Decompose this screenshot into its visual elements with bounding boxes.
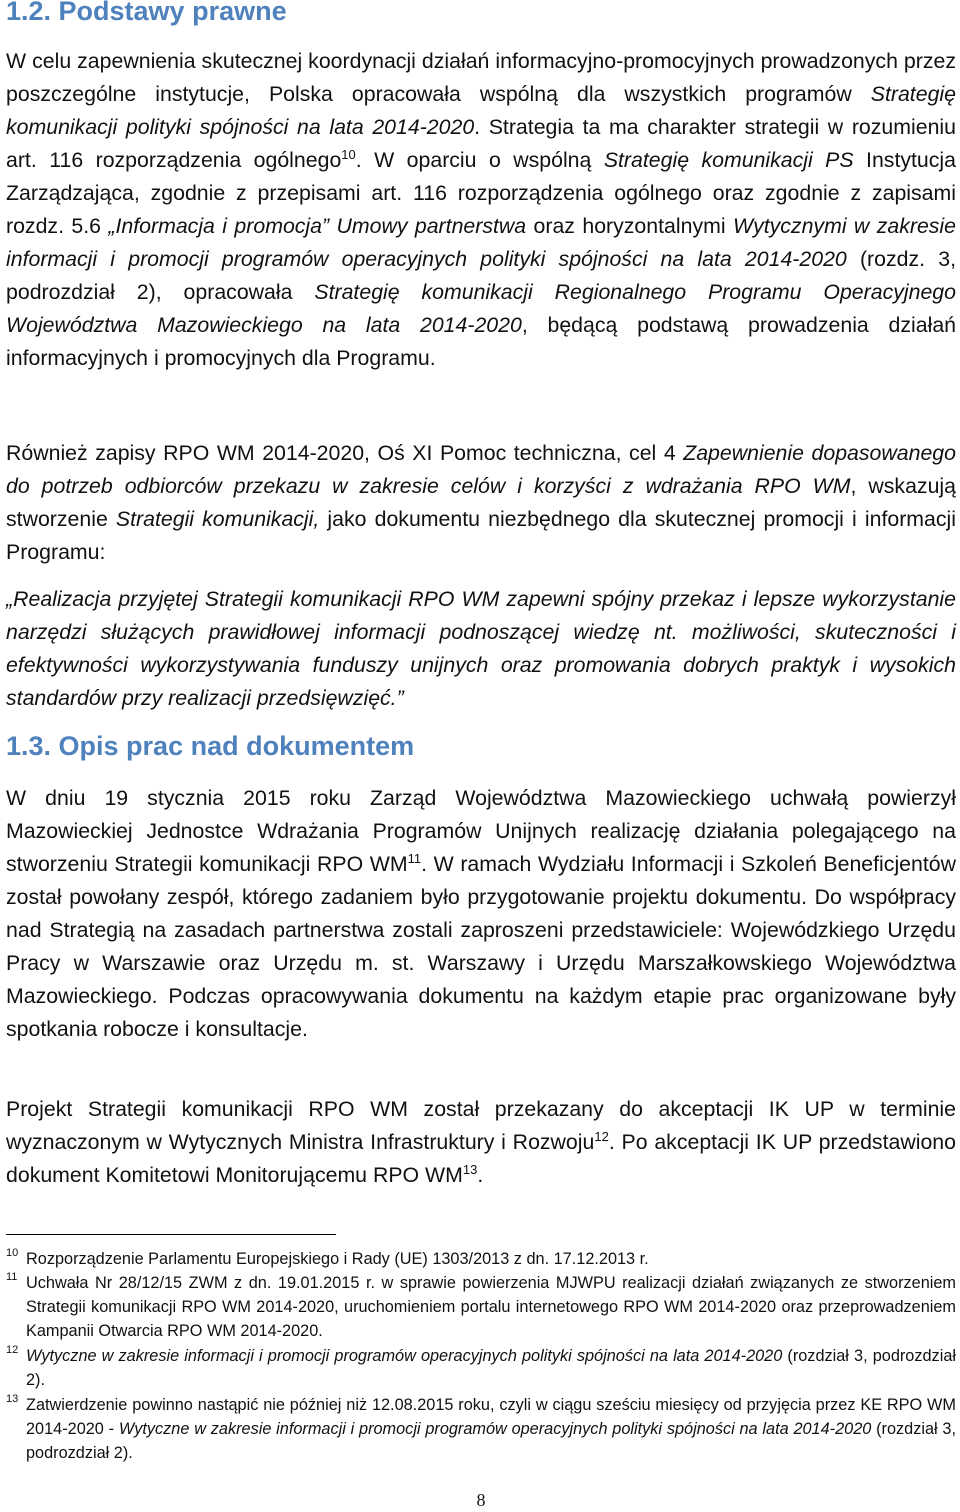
section-heading-podstawy-prawne: 1.2. Podstawy prawne	[6, 0, 287, 26]
footnote-text: Uchwała Nr 28/12/15 ZWM z dn. 19.01.2015 r. w sprawie powierzenia MJWPU realizacji działań związanych ze stworzeniem Strategii komunikacji RPO WM 2014-2020, uruchomieniem portalu internetowego RPO WM 2014-2020 oraz przeprowadzeniem Kampanii Otwarcia RPO WM 2014-2020.	[26, 1274, 956, 1340]
footnote-separator	[6, 1234, 336, 1235]
footnote-number: 12	[6, 1344, 19, 1356]
footnote-number: 11	[6, 1271, 18, 1283]
footnote-text: Zatwierdzenie powinno nastąpić nie później niż 12.08.2015 roku, czyli w ciągu sześciu miesięcy od przyjęcia przez KE RPO WM 2014-2020 - Wytyczne w zakresie informacji i promocji programów operacyjnych polityki spójności na lata 2014-2020 (rozdział 3, podrozdział 2).	[26, 1396, 956, 1462]
quote-paragraph: „Realizacja przyjętej Strategii komunikacji RPO WM zapewni spójny przekaz i lepsze wykorzystanie narzędzi służących prawidłowej informacji podnoszącej wiedzę nt. możliwości, skuteczności i efektywności wykorzystywania funduszy unijnych oraz promowania dobrych praktyk i wysokich standardów przy realizacji przedsięwzięć.”	[6, 587, 956, 710]
section-heading-opis-prac: 1.3. Opis prac nad dokumentem	[6, 731, 415, 761]
footnote-ref-12[interactable]: 12	[594, 1129, 609, 1144]
footnote-11	[6, 1271, 956, 1343]
page-number: 8	[476, 1490, 486, 1510]
paragraph-work-description: W dniu 19 stycznia 2015 roku Zarząd Województwa Mazowieckiego uchwałą powierzył Mazowieckiej Jednostce Wdrażania Programów Unijnych realizację działania polegającego na stworzeniu Strategii komunikacji RPO WM$^{11}$. W ramach Wydziału Informacji i Szkoleń Beneficjentów został powołany zespół, którego zadaniem było przygotowanie projektu dokumentu. Do współpracy nad Strategią na zasadach partnerstwa zostali zaproszeni przedstawiciele: Wojewódzkiego Urzędu Pracy w Warszawie oraz Urzędu m. st. Warszawy i Urzędu Marszałkowskiego Województwa Mazowieckiego. Podczas opracowywania dokumentu na każdym etapie prac organizowane były spotkania robocze i konsultacje.	[6, 786, 957, 1041]
footnote-text: Wytyczne w zakresie informacji i promocji programów operacyjnych polityki spójności na lata 2014-2020 (rozdział 3, podrozdział 2).	[26, 1347, 956, 1389]
footnote-ref-13[interactable]: 13	[462, 1162, 478, 1177]
footnote-number: 13	[6, 1393, 19, 1405]
footnote-10	[6, 1247, 956, 1271]
footnote-13	[6, 1393, 956, 1465]
footnote-ref-11[interactable]: 11	[407, 851, 422, 866]
footnote-ref-10[interactable]: 10	[341, 147, 356, 162]
paragraph-legal-basis: W celu zapewnienia skutecznej koordynacji działań informacyjno-promocyjnych prowadzonych przez poszczególne instytucje, Polska opracowała wspólną dla wszystkich programów Strategię komunikacji polityki spójności na lata 2014-2020. Strategia ta ma charakter strategii w rozumieniu art. 116 rozporządzenia ogólnego$^{10}$. W oparciu o wspólną Strategię komunikacji PS Instytucja Zarządzająca, zgodnie z przepisami art. 116 rozporządzenia ogólnego oraz zgodnie z zapisami rozdz. 5.6 „Informacja i promocja” Umowy partnerstwa oraz horyzontalnymi Wytycznymi w zakresie informacji i promocji programów operacyjnych polityki spójności na lata 2014-2020 (rozdz. 3, podrozdział 2), opracowała Strategię komunikacji Regionalnego Programu Operacyjnego Województwa Mazowieckiego na lata 2014-2020, będącą podstawą prowadzenia działań informacyjnych i promocyjnych dla Programu.	[6, 49, 957, 370]
paragraph-project-approval: Projekt Strategii komunikacji RPO WM został przekazany do akceptacji IK UP w terminie wyznaczonym w Wytycznych Ministra Infrastruktury i Rozwoju$^{12}$. Po akceptacji IK UP przedstawiono dokument Komitetowi Monitorującemu RPO WM$^{13}$.	[6, 1097, 956, 1187]
footnote-12	[6, 1344, 956, 1392]
footnote-number: 10	[6, 1247, 19, 1259]
footnote-text: Rozporządzenie Parlamentu Europejskiego i Rady (UE) 1303/2013 z dn. 17.12.2013 r.	[26, 1250, 649, 1268]
paragraph-rpo-provisions: Również zapisy RPO WM 2014-2020, Oś XI Pomoc techniczna, cel 4 Zapewnienie dopasowanego do potrzeb odbiorców przekazu w zakresie celów i korzyści z wdrażania RPO WM, wskazują stworzenie Strategii komunikacji, jako dokumentu niezbędnego dla skutecznej promocji i informacji Programu:	[6, 441, 956, 564]
